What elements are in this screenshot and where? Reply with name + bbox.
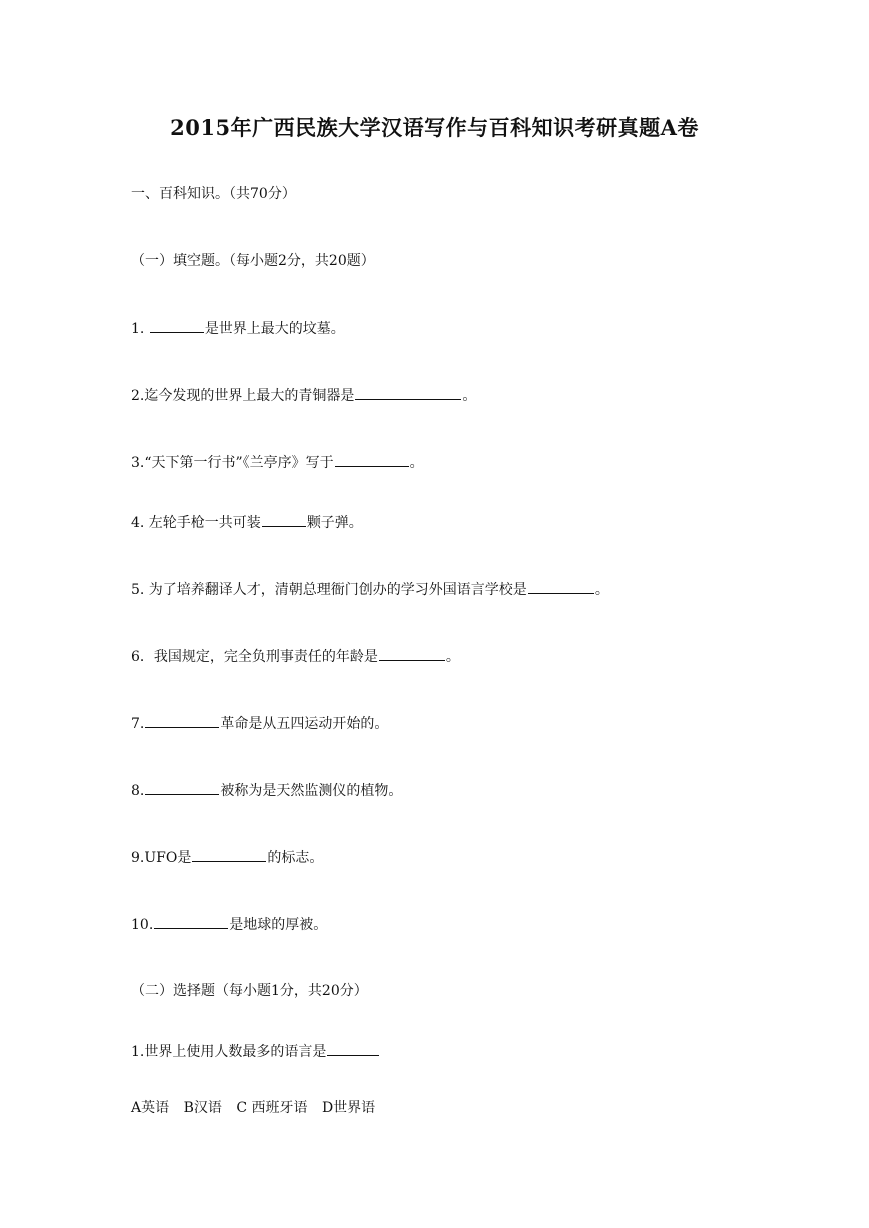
question-text: 。 xyxy=(409,455,424,471)
question-text: 是地球的厚被。 xyxy=(229,917,328,933)
fill-question-1 xyxy=(131,318,345,339)
question-text: 1. xyxy=(131,321,149,337)
option-b: B汉语 xyxy=(183,1100,222,1116)
question-text: 。 xyxy=(445,649,460,665)
question-text: 1.世界上使用人数最多的语言是 xyxy=(131,1044,327,1060)
question-text: 是世界上最大的坟墓。 xyxy=(204,321,345,337)
fill-question-10 xyxy=(131,914,327,935)
question-text: 2.迄今发现的世界上最大的青铜器是 xyxy=(131,388,355,404)
part-heading-choice: （二）选择题（每小题1分，共20分） xyxy=(131,983,368,999)
question-text: 8. xyxy=(131,783,145,799)
answer-blank xyxy=(145,780,219,795)
fill-question-2 xyxy=(131,385,476,406)
question-text: 6．我国规定，完全负刑事责任的年龄是 xyxy=(131,649,378,665)
fill-question-7 xyxy=(131,713,388,734)
question-text: 9.UFO是 xyxy=(131,850,192,866)
fill-question-6 xyxy=(131,646,460,667)
question-text: 。 xyxy=(594,582,609,598)
question-text: 4. 左轮手枪一共可装 xyxy=(131,515,261,531)
question-text: 3.“天下第一行书”《兰亭序》写于 xyxy=(131,455,334,471)
answer-blank xyxy=(355,385,461,400)
question-text: 革命是从五四运动开始的。 xyxy=(220,716,389,732)
choice-question-1 xyxy=(131,1041,380,1062)
answer-blank xyxy=(154,914,228,929)
choice-options xyxy=(131,1098,385,1118)
answer-blank xyxy=(150,318,204,333)
answer-blank xyxy=(145,713,219,728)
fill-question-3 xyxy=(131,452,424,473)
question-text: 被称为是天然监测仪的植物。 xyxy=(220,783,403,799)
section-heading: 一、百科知识。（共70分） xyxy=(131,186,296,202)
answer-blank xyxy=(262,512,306,527)
option-a: A英语 xyxy=(131,1100,170,1116)
fill-question-8 xyxy=(131,780,402,801)
answer-blank xyxy=(335,452,409,467)
answer-blank xyxy=(327,1041,379,1056)
fill-question-9 xyxy=(131,847,323,868)
part-heading-fill: （一）填空题。（每小题2分，共20题） xyxy=(131,253,375,269)
question-text: 。 xyxy=(462,388,477,404)
fill-question-4 xyxy=(131,512,363,533)
option-c: C 西班牙语 xyxy=(236,1100,308,1116)
question-text: 7. xyxy=(131,716,145,732)
answer-blank xyxy=(528,579,594,594)
fill-question-5 xyxy=(131,579,609,600)
answer-blank xyxy=(379,646,445,661)
question-text: 的标志。 xyxy=(267,850,324,866)
answer-blank xyxy=(192,847,266,862)
question-text: 颗子弹。 xyxy=(306,515,363,531)
document-title: 2015年广西民族大学汉语写作与百科知识考研真题A卷 xyxy=(170,115,699,140)
question-text: 10. xyxy=(131,917,154,933)
question-text: 5. 为了培养翻译人才，清朝总理衙门创办的学习外国语言学校是 xyxy=(131,582,527,598)
option-d: D世界语 xyxy=(321,1100,376,1116)
